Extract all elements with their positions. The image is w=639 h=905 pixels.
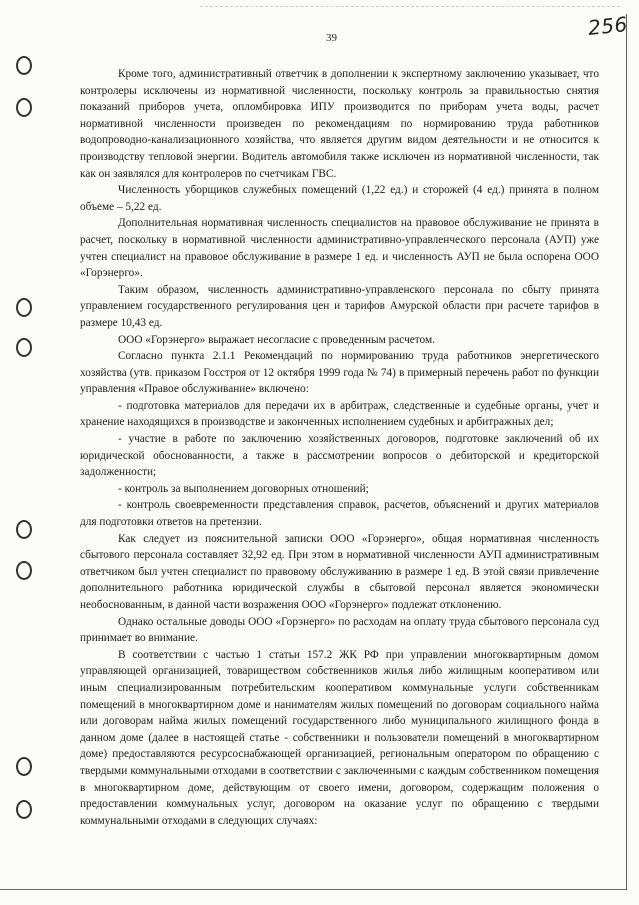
- punch-hole: [16, 56, 32, 75]
- list-item: - подготовка материалов для передачи их в арбитраж, следственные и судебные органы, учет и хранение находящихся в производстве и законченных исполнением судебных и арбитражных дел;: [80, 399, 599, 429]
- punch-hole: [16, 800, 32, 819]
- scan-top-edge: [200, 6, 620, 8]
- paragraph: Таким образом, численность административно-управленского персонала по сбыту принята управлением государственного регулирования цен и тарифов Амурской области при расчете тарифов в размере 10,43 ед.: [80, 283, 599, 329]
- list-item: - контроль своевременности представления справок, расчетов, объяснений и других материалов для подготовки ответов на претензии.: [80, 499, 599, 529]
- punch-hole: [16, 98, 32, 117]
- paragraph: ООО «Горэнерго» выражает несогласие с проведенным расчетом.: [118, 333, 435, 346]
- paragraph: Численность уборщиков служебных помещений (1,22 ед.) и сторожей (4 ед.) принята в полном объеме – 5,22 ед.: [80, 184, 599, 213]
- paragraph: Дополнительная нормативная численность специалистов на правовое обслуживание не принята в расчет, поскольку в нормативной численности административно-управленческого персонала (АУП) уже учтен специалист на правовое обслуживание в размере 1 ед. и численность АУП не была оспорена ООО «Горэнерго».: [80, 217, 599, 280]
- document-body: [80, 66, 599, 829]
- punch-hole: [16, 561, 32, 580]
- list-item: - участие в работе по заключению хозяйственных договоров, подготовке заключений об их юридической обоснованности, а также в рассмотрении вопросов о дебиторской и кредиторской задолженности;: [80, 433, 599, 479]
- paragraph: Однако остальные доводы ООО «Горэнерго» по расходам на оплату труда сбытового персонала суд принимает во внимание.: [80, 615, 599, 645]
- scan-bottom-edge: [0, 889, 627, 890]
- paragraph: Согласно пункта 2.1.1 Рекомендаций по нормированию труда работников энергетического хозяйства (утв. приказом Госстроя от 12 октября 1999 года № 74) в примерный перечень работ по функции управления «Правое обслуживание» включено:: [80, 350, 599, 396]
- paragraph: В соответствии с частью 1 статьи 157.2 ЖК РФ при управлении многоквартирным домом управляющей организацией, товариществом собственников жилья либо жилищным кооперативом или иным специализированным потребительским кооперативом коммунальные услуги собственникам помещений в многоквартирном доме и нанимателям жилых помещений по договорам социального найма или договорам найма жилых помещений государственного либо муниципального жилищного фонда в данном доме (далее в настоящей статье - собственники и пользователи помещений в многоквартирном доме) предоставляются ресурсоснабжающей организацией, региональным оператором по обращению с твердыми коммунальными отходами в соответствии с заключенными с каждым собственником помещения в многоквартирном доме, действующим от своего имени, договором, содержащим положения о предоставлении коммунальных услуг, договором на оказание услуг по обращению с твердыми коммунальными отходами в следующих случаях:: [80, 648, 599, 827]
- paragraph: Кроме того, административный ответчик в дополнении к экспертному заключению указывает, что контролеры исключены из нормативной численности, поскольку контроль за правильностью снятия показаний приборов учета, опломбировка ИПУ производится по приборам учета воды, расчет нормативной численности произведен по рекомендациям по нормированию труда работников водопроводно-канализационного хозяйства, что является другим видом деятельности и не относится к производству тепловой энергии. Водитель автомобиля также исключен из нормативной численности, так как он заявлялся для контролеров по счетчикам ГВС.: [80, 68, 599, 180]
- punch-hole: [16, 520, 32, 539]
- page-number: 39: [326, 32, 337, 44]
- punch-hole: [16, 338, 32, 357]
- punch-hole: [16, 298, 32, 317]
- punch-hole: [16, 757, 32, 776]
- list-item: - контроль за выполнением договорных отношений;: [118, 482, 369, 495]
- paragraph: Как следует из пояснительной записки ООО «Горэнерго», общая нормативная численность сбытового персонала составляет 32,92 ед. При этом в нормативной численности АУП административным ответчиком был учтен специалист по правовому обслуживанию в размере 1 ед. В этой связи привлечение дополнительного работника юридической службы в сбытовой персонал является экономически необоснованным, в данной части возражения ООО «Горэнерго» подлежат отклонению.: [80, 532, 599, 611]
- scan-right-edge: [626, 14, 627, 890]
- handwritten-sheet-number: 256: [586, 11, 629, 41]
